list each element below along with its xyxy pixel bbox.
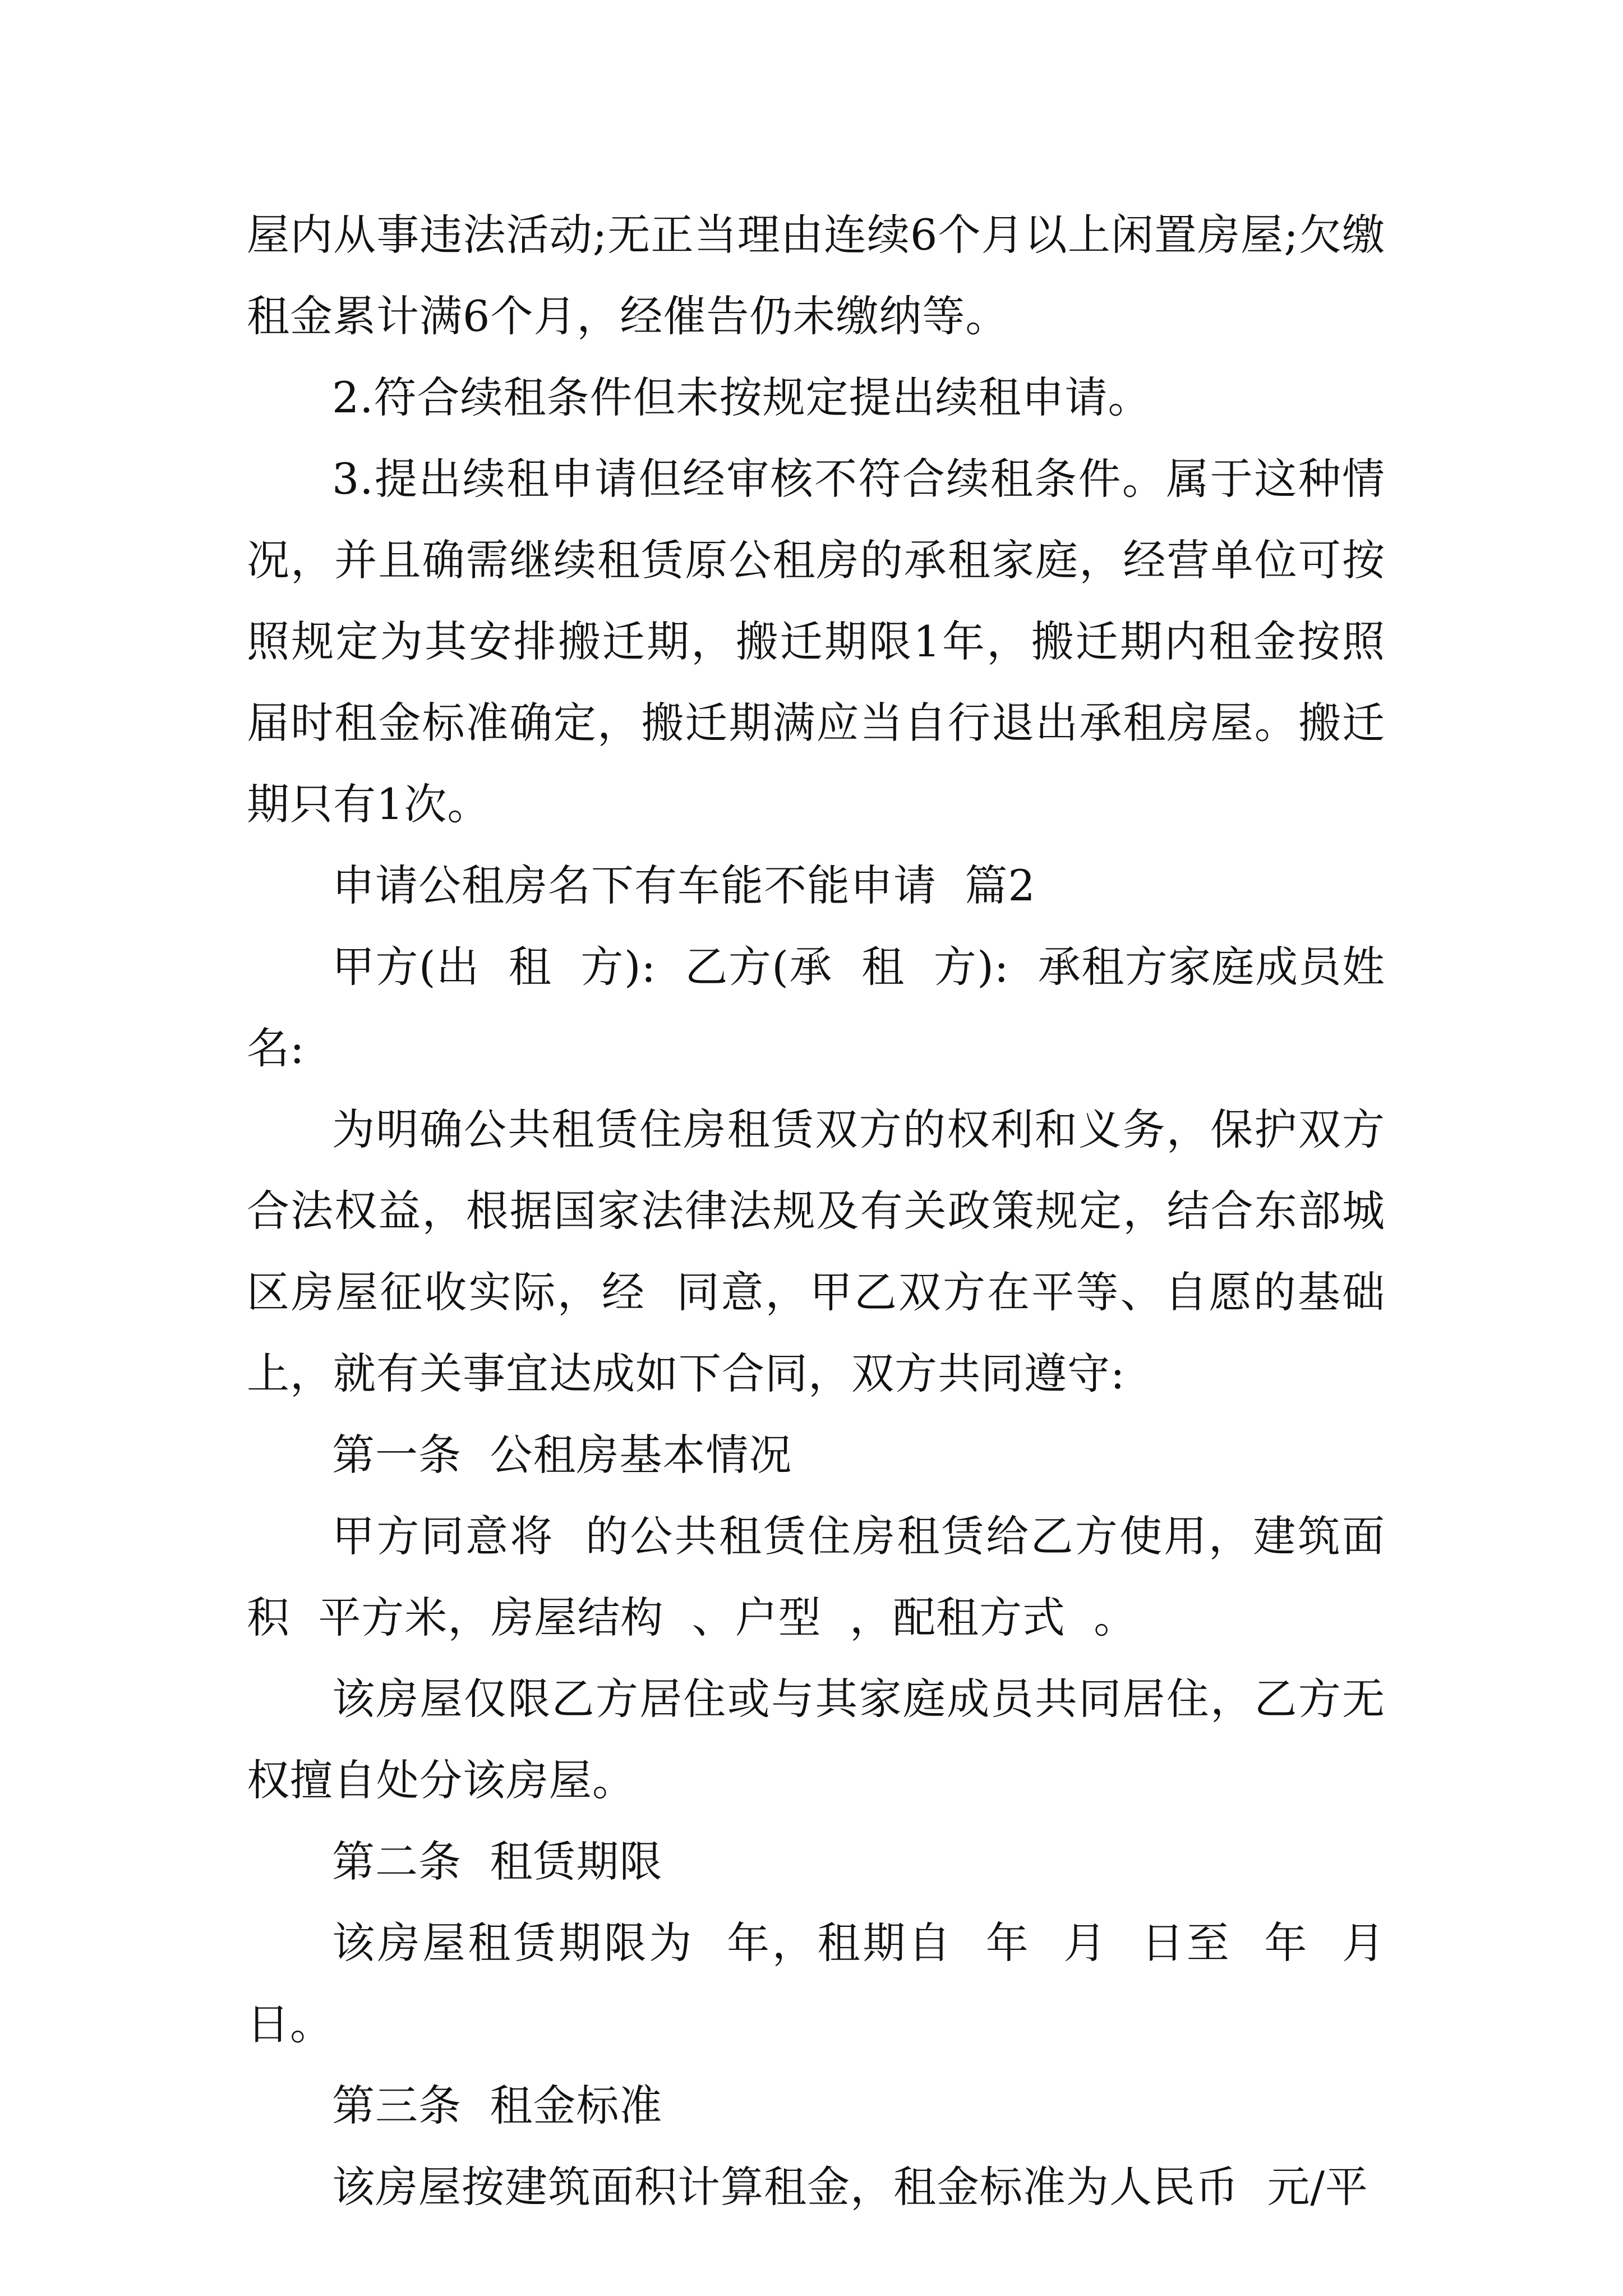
article-1-heading: 第一条 公租房基本情况 [332, 1430, 792, 1480]
paragraph-2: 2.符合续租条件但未按规定提出续租申请。 [332, 372, 1151, 422]
article-1-paragraph-2: 该房屋仅限乙方居住或与其家庭成员共同居住，乙方无权擅自处分该房屋。 [247, 1674, 1385, 1805]
section-heading-part-2: 申请公租房名下有车能不能申请 篇2 [332, 861, 1036, 910]
parties-line: 甲方(出 租 方): 乙方(承 租 方): 承租方家庭成员姓名: [247, 942, 1385, 1073]
article-1-paragraph-1: 甲方同意将 的公共租赁住房租赁给乙方使用，建筑面积 平方米，房屋结构 、户型 ，配租方式 。 [247, 1511, 1385, 1642]
article-3-paragraph: 该房屋按建筑面积计算租金，租金标准为人民币 元/平 [332, 2162, 1368, 2212]
article-3-heading: 第三条 租金标准 [332, 2081, 663, 2131]
article-2-heading: 第二条 租赁期限 [332, 1837, 663, 1887]
document-body [247, 194, 1414, 2228]
paragraph-1: 屋内从事违法活动;无正当理由连续6个月以上闲置房屋;欠缴租金累计满6个月，经催告仍未缴纳等。 [247, 210, 1385, 341]
paragraph-3: 3.提出续租申请但经审核不符合续租条件。属于这种情况，并且确需继续租赁原公租房的承租家庭，经营单位可按照规定为其安排搬迁期，搬迁期限1年，搬迁期内租金按照届时租金标准确定，搬迁期满应当自行退出承租房屋。搬迁期只有1次。 [247, 454, 1385, 829]
article-2-paragraph: 该房屋租赁期限为 年，租期自 年 月 日至 年 月 日。 [247, 1918, 1414, 2049]
preamble-paragraph: 为明确公共租赁住房租赁双方的权利和义务，保护双方合法权益，根据国家法律法规及有关政策规定，结合东部城区房屋征收实际，经 同意，甲乙双方在平等、自愿的基础上，就有关事宜达成如下合同，双方共同遵守: [247, 1105, 1385, 1398]
